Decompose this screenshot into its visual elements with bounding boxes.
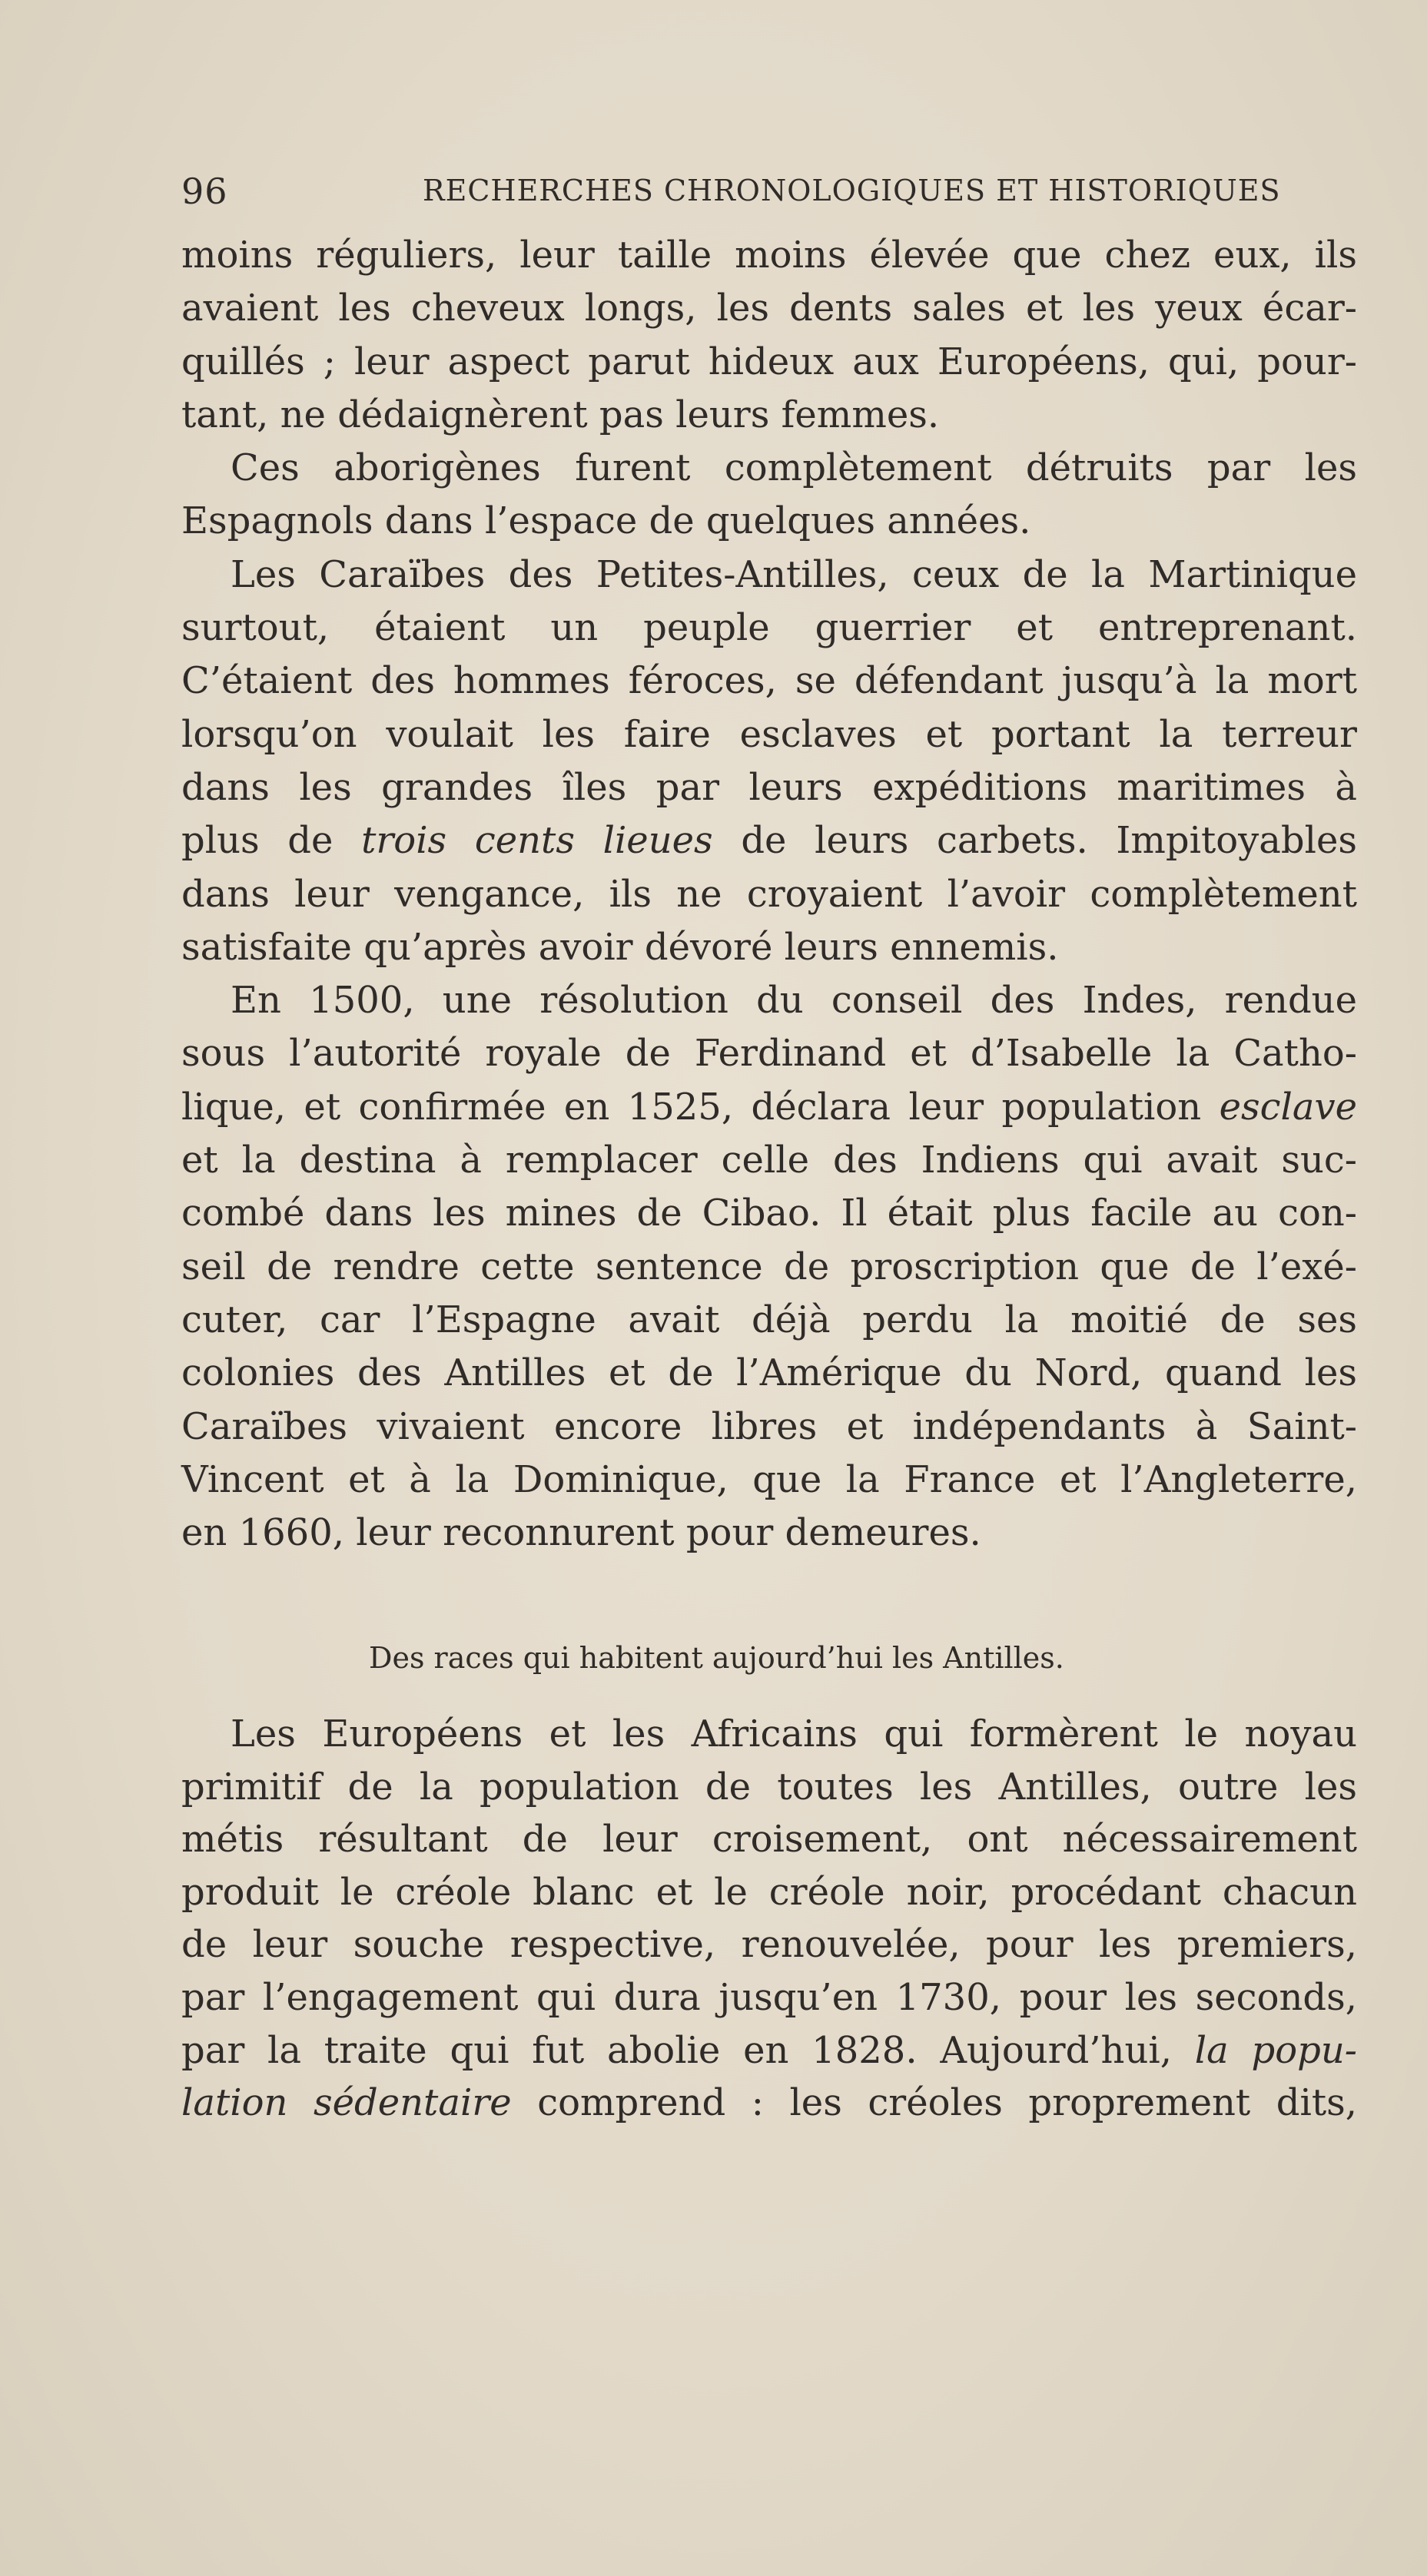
body-text-section — [181, 1708, 1357, 2130]
italic-run: lation sédentaire — [181, 2081, 512, 2125]
text-line: avaient les cheveux longs, les dents sales et les yeux écar- — [181, 287, 1357, 330]
text-line: tant, ne dédaignèrent pas leurs femmes. — [181, 393, 940, 436]
text-line: surtout, étaient un peuple guerrier et entreprenant. — [181, 606, 1357, 650]
text-line: combé dans les mines de Cibao. Il était plus facile au con- — [181, 1192, 1357, 1235]
page-number: 96 — [181, 171, 228, 212]
section-heading: Des races qui habitent aujourd’hui les Antilles. — [369, 1641, 1064, 1675]
italic-run: esclave — [1219, 1085, 1357, 1129]
text-line: en 1660, leur reconnurent pour demeures. — [181, 1511, 981, 1555]
text-line: par l’engagement qui dura jusqu’en 1730, pour les seconds, — [181, 1975, 1357, 2019]
text-line: primitif de la population de toutes les Antilles, outre les — [181, 1765, 1357, 1809]
text-run: lique, et confirmée en 1525, déclara leur population — [181, 1085, 1220, 1129]
text-line: et la destina à remplacer celle des Indiens qui avait suc- — [181, 1139, 1357, 1182]
text-line: Les Européens et les Africains qui formèrent le noyau — [231, 1712, 1357, 1755]
text-line: cuter, car l’Espagne avait déjà perdu la moitié de ses — [181, 1298, 1357, 1341]
text-run: par la traite qui fut abolie en 1828. Aujourd’hui, — [181, 2028, 1195, 2072]
text-line: lorsqu’on voulait les faire esclaves et portant la terreur — [181, 712, 1357, 756]
text-line: Espagnols dans l’espace de quelques années. — [181, 499, 1031, 543]
text-line — [181, 1081, 1357, 1134]
text-line: dans les grandes îles par leurs expéditions maritimes à — [181, 765, 1357, 809]
text-line: quillés ; leur aspect parut hideux aux Européens, qui, pour- — [181, 340, 1357, 383]
text-line: moins réguliers, leur taille moins élevée que chez eux, ils — [181, 234, 1357, 277]
italic-run: trois cents lieues — [361, 819, 713, 863]
body-text — [181, 229, 1357, 1560]
text-line — [181, 2024, 1357, 2077]
running-title: RECHERCHES CHRONOLOGIQUES ET HISTORIQUES — [423, 174, 1281, 207]
text-line: satisfaite qu’après avoir dévoré leurs ennemis. — [181, 925, 1059, 969]
text-line: dans leur vengance, ils ne croyaient l’avoir complètement — [181, 872, 1357, 916]
text-line — [181, 2077, 1357, 2130]
text-line: En 1500, une résolution du conseil des Indes, rendue — [231, 979, 1357, 1023]
italic-run: la popu- — [1194, 2028, 1357, 2072]
text-line: C’étaient des hommes féroces, se défendant jusqu’à la mort — [181, 659, 1357, 703]
text-line: produit le créole blanc et le créole noir, procédant chacun — [181, 1870, 1357, 1914]
text-run: plus de — [181, 819, 362, 863]
text-line: seil de rendre cette sentence de proscription que de l’exé- — [181, 1245, 1357, 1288]
text-run: de leurs carbets. Impitoyables — [712, 819, 1357, 863]
text-run: comprend : les créoles proprement dits, — [511, 2081, 1357, 2125]
text-line — [181, 814, 1357, 867]
page-header — [181, 171, 1357, 217]
text-line: Caraïbes vivaient encore libres et indépendants à Saint- — [181, 1404, 1357, 1448]
text-line: Les Caraïbes des Petites-Antilles, ceux de la Martinique — [231, 552, 1357, 596]
text-line: métis résultant de leur croisement, ont nécessairement — [181, 1818, 1357, 1862]
text-line: Vincent et à la Dominique, que la France et l’Angleterre, — [181, 1457, 1357, 1501]
text-line: sous l’autorité royale de Ferdinand et d’Isabelle la Catho- — [181, 1032, 1357, 1076]
text-line: de leur souche respective, renouvelée, pour les premiers, — [181, 1923, 1357, 1967]
text-line: Ces aborigènes furent complètement détruits par les — [231, 446, 1357, 490]
text-line: colonies des Antilles et de l’Amérique du Nord, quand les — [181, 1351, 1357, 1395]
